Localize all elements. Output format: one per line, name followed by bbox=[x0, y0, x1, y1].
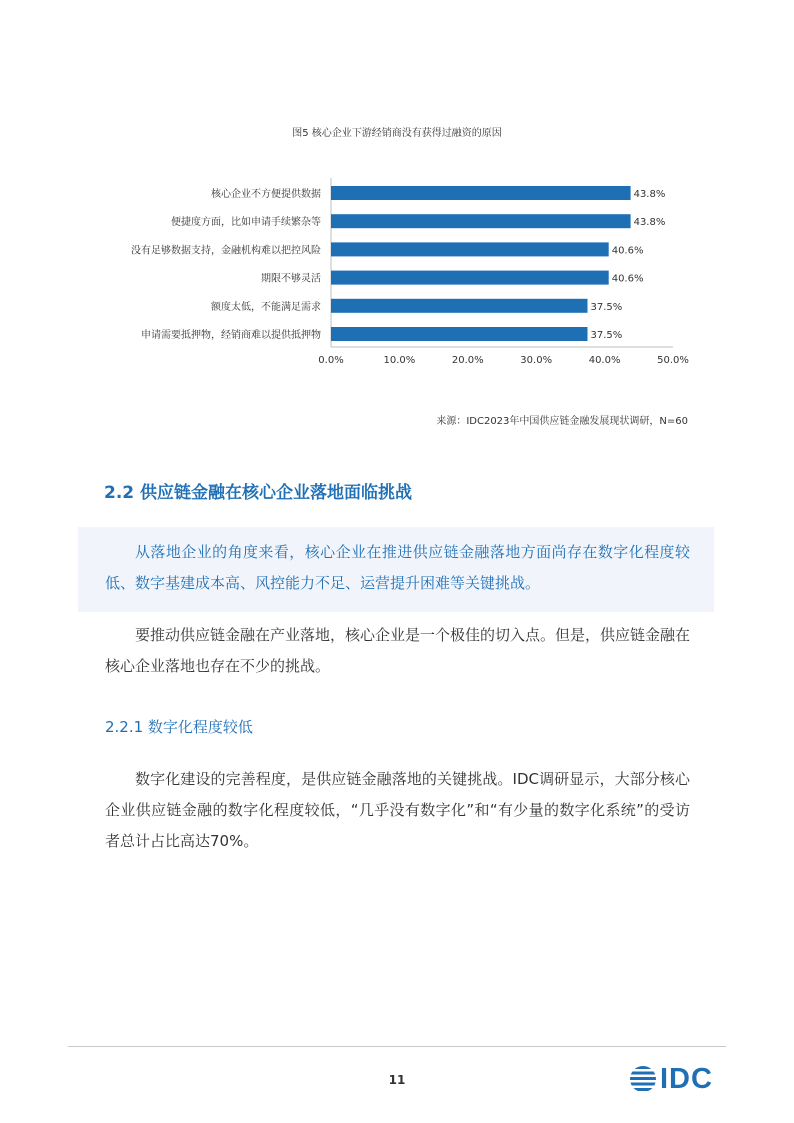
value-label-6: 37.5% bbox=[590, 330, 623, 341]
footer-divider bbox=[68, 1046, 726, 1047]
category-label-3: 没有足够数据支持，金融机构难以把控风险 bbox=[131, 245, 321, 257]
value-label-5: 37.5% bbox=[590, 301, 623, 313]
figure-source: 来源：IDC2023年中国供应链金融发展现状调研，N=60 bbox=[436, 416, 688, 427]
x-tick-label-2: 10.0% bbox=[383, 355, 416, 366]
figure-title: 图5 核心企业下游经销商没有获得过融资的原因 bbox=[292, 128, 502, 139]
bar-5 bbox=[331, 299, 588, 313]
bar-chart bbox=[0, 0, 794, 380]
value-label-3: 40.6% bbox=[611, 245, 644, 257]
value-label-2: 43.8% bbox=[633, 217, 666, 229]
x-tick-label-5: 40.0% bbox=[588, 355, 621, 366]
subsection-heading: 2.2.1 数字化程度较低 bbox=[105, 718, 253, 736]
x-tick-label-3: 20.0% bbox=[451, 355, 484, 366]
bar-3 bbox=[331, 242, 609, 256]
summary-text: 从落地企业的角度来看，核心企业在推进供应链金融落地方面尚存在数字化程度较低、数字基建成本高、风控能力不足、运营提升困难等关键挑战。 bbox=[105, 543, 690, 592]
idc-globe-icon bbox=[628, 1064, 658, 1094]
bar-1 bbox=[331, 186, 631, 200]
x-tick-label-6: 50.0% bbox=[657, 355, 689, 366]
category-label-1: 核心企业不方便提供数据 bbox=[211, 189, 321, 200]
logo-text: IDC bbox=[660, 1062, 713, 1095]
value-label-4: 40.6% bbox=[611, 273, 644, 285]
bar-4 bbox=[331, 271, 609, 285]
category-label-4: 期限不够灵活 bbox=[261, 273, 321, 285]
x-tick-label-1: 0.0% bbox=[318, 355, 344, 366]
body-paragraph-2: 数字化建设的完善程度，是供应链金融落地的关键挑战。IDC调研显示，大部分核心企业供应链金融的数字化程度较低，“几乎没有数字化”和“有少量的数字化系统”的受访者总计占比高达70%。 bbox=[105, 770, 690, 850]
idc-logo bbox=[628, 1061, 728, 1097]
section-heading: 2.2 供应链金融在核心企业落地面临挑战 bbox=[104, 483, 413, 503]
body-paragraph-1: 要推动供应链金融在产业落地，核心企业是一个极佳的切入点。但是，供应链金融在核心企业落地也存在不少的挑战。 bbox=[105, 626, 691, 675]
page-number: 11 bbox=[388, 1073, 406, 1087]
category-label-6: 申请需要抵押物，经销商难以提供抵押物 bbox=[141, 330, 321, 341]
bar-6 bbox=[331, 327, 588, 341]
value-label-1: 43.8% bbox=[633, 189, 666, 200]
category-label-2: 便捷度方面，比如申请手续繁杂等 bbox=[171, 217, 321, 229]
bar-2 bbox=[331, 214, 631, 228]
summary-box bbox=[78, 527, 714, 612]
category-label-5: 额度太低，不能满足需求 bbox=[211, 301, 321, 313]
x-tick-label-4: 30.0% bbox=[520, 355, 553, 366]
